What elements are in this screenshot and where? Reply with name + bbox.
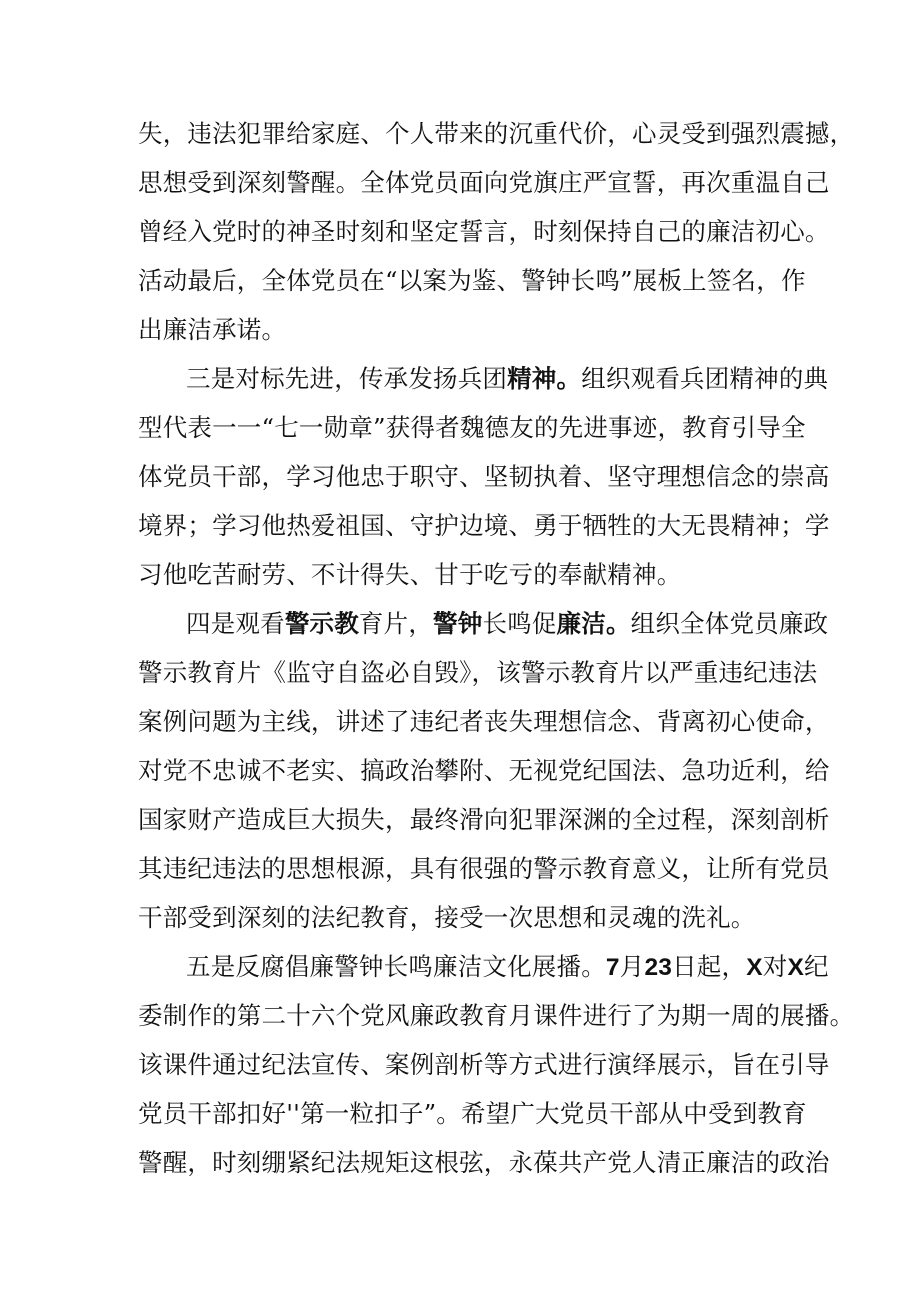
bold-run: 警示教 [284, 609, 359, 638]
paragraph-2-line-4: 境界；学习他热爱祖国、守护边境、勇于牺牲的大无畏精神；学 [138, 511, 830, 540]
paragraph-1-line-5: 出廉洁承诺。 [138, 315, 287, 344]
paragraph-4-line-3: 该课件通过纪法宣传、案例剖析等方式进行演绎展示，旨在引导 [138, 1050, 830, 1079]
paragraph-4-line-1 [186, 949, 829, 985]
paragraph-2-line-2: 型代表一一“七一勋章”获得者魏德友的先进事迹，教育引导全 [138, 413, 806, 442]
text-run: 育片， [358, 609, 434, 638]
text-run: 长鸣促 [482, 609, 557, 638]
text-run: 组织观看兵团精神的典 [581, 364, 829, 393]
text-run: 五是反腐倡廉警钟长鸣廉洁文化展播。 [186, 952, 606, 981]
paragraph-2-line-3: 体党员干部，学习他忠于职守、坚韧执着、坚守理想信念的崇高 [138, 462, 830, 491]
bold-run: X [746, 954, 763, 981]
paragraph-3-line-2: 警示教育片《监守自盗必自毁》，该警示教育片以严重违纪违法 [138, 658, 818, 687]
paragraph-3-line-7: 干部受到深刻的法纪教育，接受一次思想和灵魂的洗礼。 [138, 903, 756, 932]
bold-run: 7 [605, 954, 620, 981]
bold-run: 廉洁。 [556, 609, 631, 638]
paragraph-3-line-6: 其违纪违法的思想根源，具有很强的警示教育意义，让所有党员 [138, 854, 830, 883]
paragraph-3-line-4: 对党不忠诚不老实、搞政治攀附、无视党纪国法、急功近利，给 [138, 756, 830, 785]
paragraph-4-line-2: 委制作的第二十六个党风廉政教育月课件进行了为期一周的展播。 [138, 1001, 855, 1030]
text-run: 四是观看 [186, 609, 285, 638]
bold-run: X [787, 954, 804, 981]
paragraph-1-line-1: 失，违法犯罪给家庭、个人带来的沉重代价，心灵受到强烈震撼， [138, 119, 855, 148]
text-run: 组织全体党员廉政 [630, 609, 829, 638]
text-run: 三是对标先进，传承发扬兵团 [186, 364, 508, 393]
paragraph-3-line-3: 案例问题为主线，讲述了违纪者丧失理想信念、背离初心使命， [138, 707, 830, 736]
bold-run: 警钟 [433, 609, 483, 638]
paragraph-4-line-5: 警醒，时刻绷紧纪法规矩这根弦，永葆共产党人清正廉洁的政治 [138, 1148, 830, 1177]
text-run: 日起， [672, 952, 747, 981]
paragraph-1-line-3: 曾经入党时的神圣时刻和坚定誓言，时刻保持自己的廉洁初心。 [138, 217, 830, 246]
paragraph-2-line-5: 习他吃苦耐劳、不计得失、甘于吃亏的奉献精神。 [138, 560, 682, 589]
paragraph-1-line-2: 思想受到深刻警醒。全体党员面向党旗庄严宣誓，再次重温自己 [138, 168, 830, 197]
bold-run: 精神。 [507, 364, 582, 393]
paragraph-2-line-1 [186, 361, 828, 397]
text-run: 月 [619, 952, 645, 981]
paragraph-1-line-4: 活动最后，全体党员在“以案为鉴、警钟长鸣”展板上签名，作 [138, 266, 806, 295]
paragraph-3-line-1 [186, 606, 828, 642]
bold-run: 23 [644, 954, 673, 981]
text-run: 纪 [804, 952, 829, 981]
text-run: 对 [762, 952, 788, 981]
paragraph-3-line-5: 国家财产造成巨大损失，最终滑向犯罪深渊的全过程，深刻剖析 [138, 805, 830, 834]
paragraph-4-line-4: 党员干部扣好''第一粒扣子”。希望广大党员干部从中受到教育 [138, 1099, 807, 1128]
